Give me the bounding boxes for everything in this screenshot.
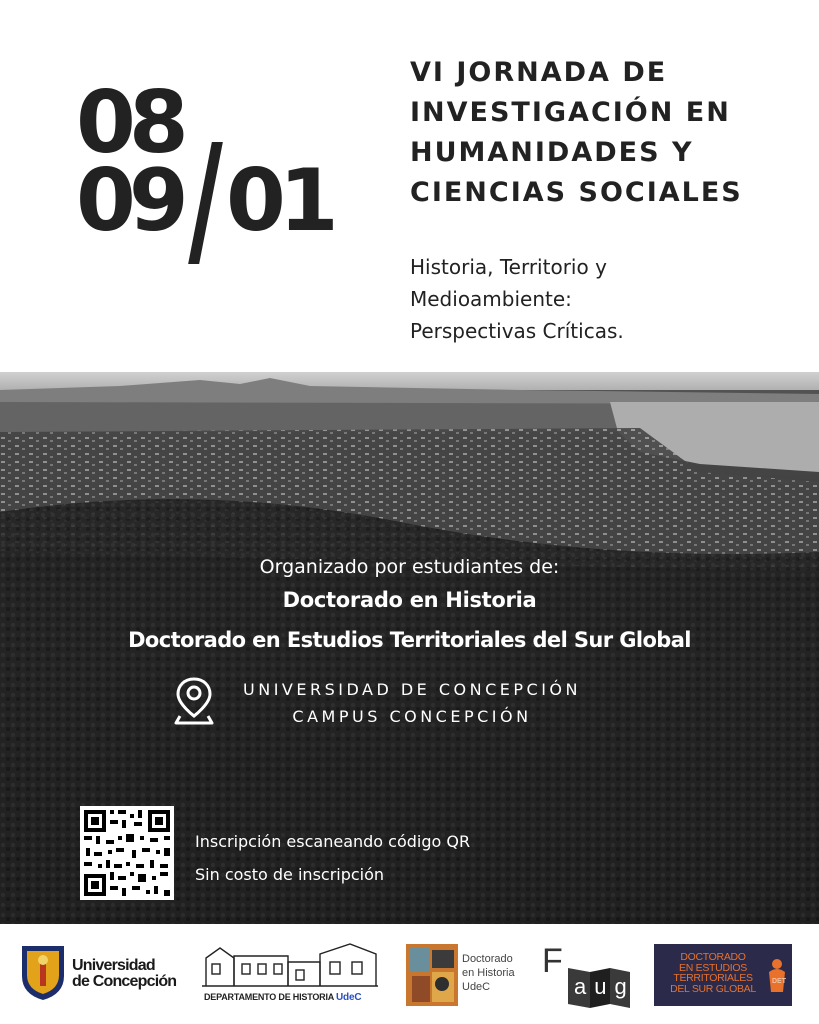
organizer-program: Doctorado en Historia [282, 588, 537, 612]
logo-doctorado-historia [406, 944, 526, 1008]
event-subtitle [410, 251, 790, 347]
dept-historia-accent: UdeC [336, 992, 362, 1003]
registration-line: Sin costo de inscripción [195, 865, 385, 884]
qr-code[interactable] [80, 806, 174, 900]
dhu-line: UdeC [462, 981, 491, 993]
map-pin-icon [174, 676, 214, 726]
location-line: UNIVERSIDAD DE CONCEPCIÓN [243, 680, 581, 699]
udec-shield-icon [18, 942, 68, 1002]
date-slash [188, 142, 223, 264]
doctorado-historia-emblem-icon [406, 944, 458, 1006]
logos-footer [0, 924, 819, 1024]
location-text [222, 676, 602, 730]
udec-line: Universidad [72, 957, 155, 974]
det-wordmark [654, 952, 772, 994]
date-day-2: 09 [76, 151, 182, 251]
event-dates [76, 73, 346, 266]
registration-info [195, 825, 470, 891]
det-line: EN ESTUDIOS [679, 961, 747, 974]
registration-line: Inscripción escaneando código QR [195, 832, 471, 851]
subtitle-line: Historia, Territorio y [410, 255, 607, 279]
organizer-program: Doctorado en Estudios Territoriales del Sur Global [128, 628, 691, 652]
title-line: INVESTIGACIÓN EN [410, 97, 731, 128]
title-line: HUMANIDADES Y [410, 137, 694, 168]
det-line: DEL SUR GLOBAL [670, 982, 756, 995]
udec-wordmark [72, 958, 176, 990]
subtitle-line: Medioambiente: [410, 287, 572, 311]
logo-departamento-historia [200, 940, 380, 1014]
date-day-1: 08 [76, 73, 182, 173]
logo-doctorado-estudios-territoriales [654, 944, 792, 1006]
dept-historia-name: DEPARTAMENTO DE HISTORIA [204, 992, 334, 1002]
subtitle-line: Perspectivas Críticas. [410, 319, 624, 343]
udec-line: de Concepción [72, 973, 177, 990]
det-line: TERRITORIALES [673, 972, 753, 984]
det-figure-icon [766, 958, 788, 994]
title-line: CIENCIAS SOCIALES [410, 177, 743, 208]
doctorado-historia-text [462, 952, 515, 994]
qr-code-icon [80, 806, 174, 900]
organizers-intro: Organizado por estudiantes de: [259, 556, 560, 578]
event-title [410, 53, 810, 213]
dhu-line: Doctorado [462, 953, 513, 965]
logo-universidad-de-concepcion [18, 942, 178, 1008]
building-icon [200, 940, 380, 990]
det-line: DOCTORADO [680, 951, 746, 963]
dept-historia-caption [204, 992, 361, 1003]
title-line: VI JORNADA DE [410, 57, 668, 88]
location-line: CAMPUS CONCEPCIÓN [292, 707, 532, 726]
date-month: 01 [226, 151, 332, 251]
faug-letters: aug [574, 974, 635, 999]
faug-initial: F [542, 942, 563, 980]
det-mark-label: DET [772, 978, 786, 985]
dhu-line: en Historia [462, 967, 515, 979]
logo-faug [540, 942, 635, 1008]
